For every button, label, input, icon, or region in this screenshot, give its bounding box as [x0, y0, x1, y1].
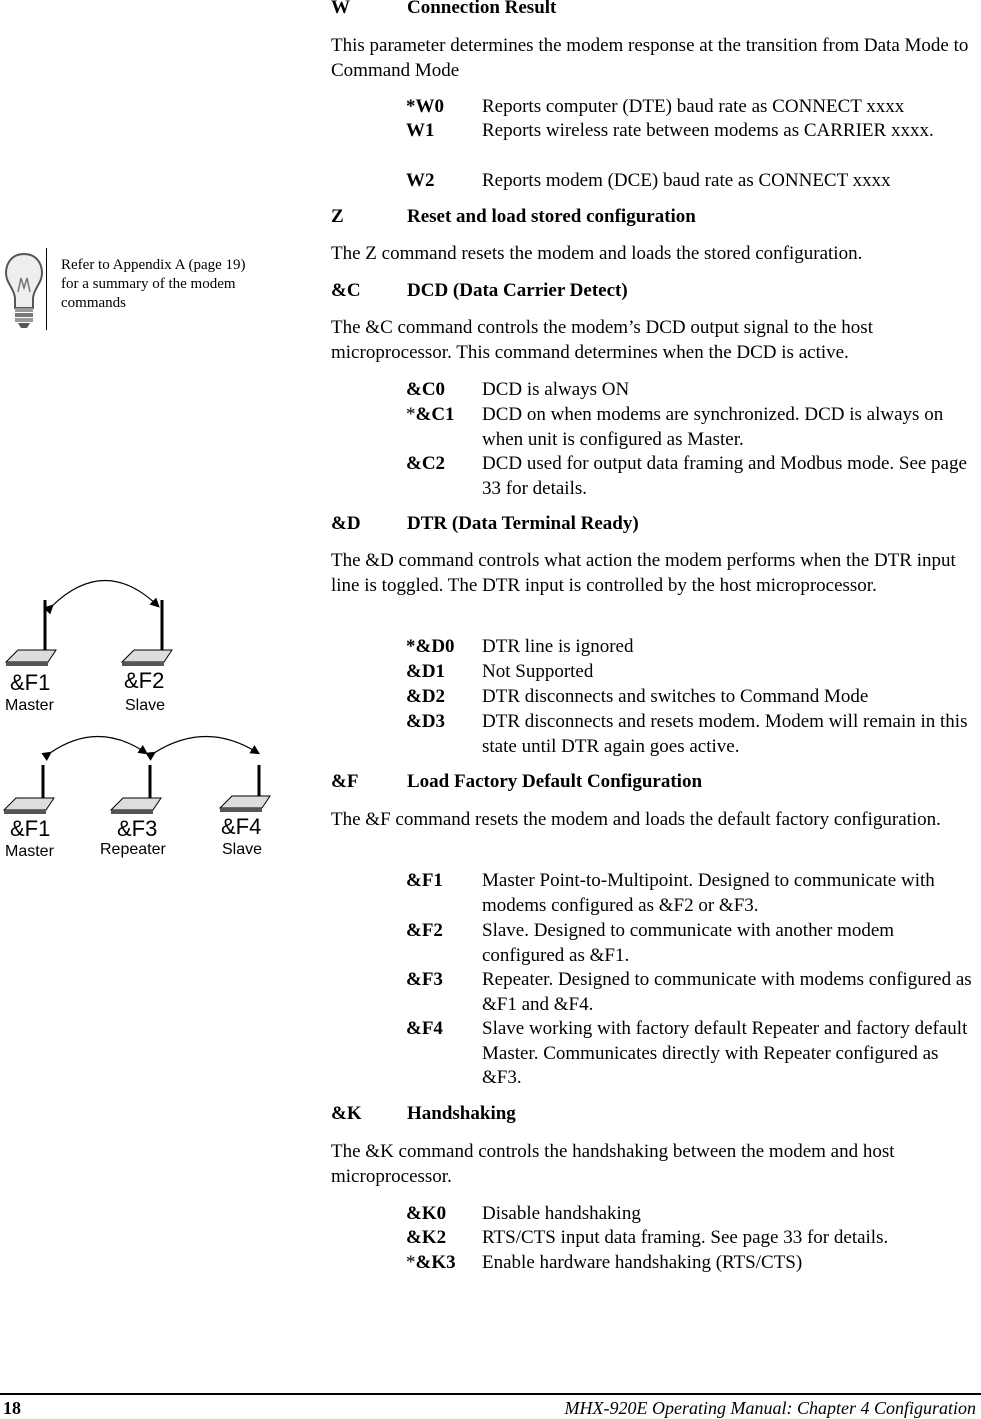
option-row: &D2 DTR disconnects and switches to Command Mode [406, 686, 869, 707]
option-row: W1 Reports wireless rate between modems as CARRIER xxxx. [406, 120, 934, 141]
modem-topology-figure [0, 560, 300, 880]
option-row: *&C1 DCD on when modems are synchronized. DCD is always on when unit is configured as Master. [406, 404, 944, 450]
option-row: *&K3 Enable hardware handshaking (RTS/CTS) [406, 1252, 803, 1273]
modem-code-label: &F1 [10, 816, 51, 841]
section-heading: W Connection Result [331, 0, 557, 18]
page-number: 18 [3, 1398, 21, 1418]
section-heading: &D DTR (Data Terminal Ready) [331, 513, 639, 534]
modem-code-label: &F4 [221, 814, 262, 839]
option-row: &D3 DTR disconnects and resets modem. Modem will remain in this state until DTR again goes active. [406, 711, 968, 757]
modem-icon [6, 600, 56, 666]
footer-rule [0, 1393, 981, 1395]
option-row: &K0 Disable handshaking [406, 1203, 641, 1224]
option-row: &C0 DCD is always ON [406, 379, 630, 400]
option-row: *&D0 DTR line is ignored [406, 636, 634, 657]
link-arrow [154, 737, 258, 754]
option-row: &F1 Master Point-to-Multipoint. Designed to communicate with modems configured as &F2 or &F3. [406, 870, 935, 916]
section-description: This parameter determines the modem response at the transition from Data Mode to Command Mode [331, 35, 969, 81]
option-row: &F2 Slave. Designed to communicate with another modem configured as &F1. [406, 920, 895, 966]
section-description: The &C command controls the modem’s DCD output signal to the host microprocessor. This command determines when the DCD is active. [331, 317, 873, 363]
manual-title: MHX-920E Operating Manual: Chapter 4 Configuration [564, 1398, 976, 1418]
modem-code-label: &F1 [10, 670, 51, 695]
section-heading: &K Handshaking [331, 1103, 516, 1124]
modem-icon [111, 765, 161, 814]
link-arrow [50, 737, 146, 754]
modem-icon [220, 765, 270, 812]
option-row: &D1 Not Supported [406, 661, 594, 682]
option-row: &F3 Repeater. Designed to communicate with modems configured as &F1 and &F4. [406, 969, 972, 1015]
modem-role-label: Master [5, 697, 54, 714]
option-row: *W0 Reports computer (DTE) baud rate as CONNECT xxxx [406, 96, 905, 117]
link-arrow [52, 581, 158, 607]
option-row: &F4 Slave working with factory default Repeater and factory default Master. Communicates directly with Repeater configured as &F3. [406, 1018, 968, 1088]
section-heading: Z Reset and load stored configuration [331, 206, 696, 227]
modem-role-label: Slave [222, 841, 263, 858]
tip-text: Refer to Appendix A (page 19) for a summary of the modem commands [61, 257, 246, 311]
modem-role-label: Slave [125, 697, 166, 714]
modem-role-label: Master [5, 843, 54, 860]
option-row: &K2 RTS/CTS input data framing. See page 33 for details. [406, 1227, 889, 1248]
section-description: The Z command resets the modem and loads the stored configuration. [331, 243, 863, 264]
modem-code-label: &F3 [117, 816, 158, 841]
sidebar-tip [0, 248, 260, 333]
modem-icon [122, 600, 172, 666]
modem-icon [4, 765, 54, 814]
tip-divider [46, 248, 47, 330]
section-description: The &D command controls what action the modem performs when the DTR input line is toggled. The DTR input is controlled by the host microprocessor. [331, 550, 956, 596]
section-heading: &C DCD (Data Carrier Detect) [331, 280, 628, 301]
section-description: The &F command resets the modem and loads the default factory configuration. [331, 809, 941, 830]
section-description: The &K command controls the handshaking between the modem and host microprocessor. [331, 1141, 895, 1187]
modem-role-label: Repeater [100, 841, 166, 858]
lightbulb-icon [2, 248, 46, 330]
section-heading: &F Load Factory Default Configuration [331, 771, 703, 792]
option-row: &C2 DCD used for output data framing and Modbus mode. See page 33 for details. [406, 453, 967, 499]
modem-code-label: &F2 [124, 668, 165, 693]
option-row: W2 Reports modem (DCE) baud rate as CONNECT xxxx [406, 170, 891, 191]
